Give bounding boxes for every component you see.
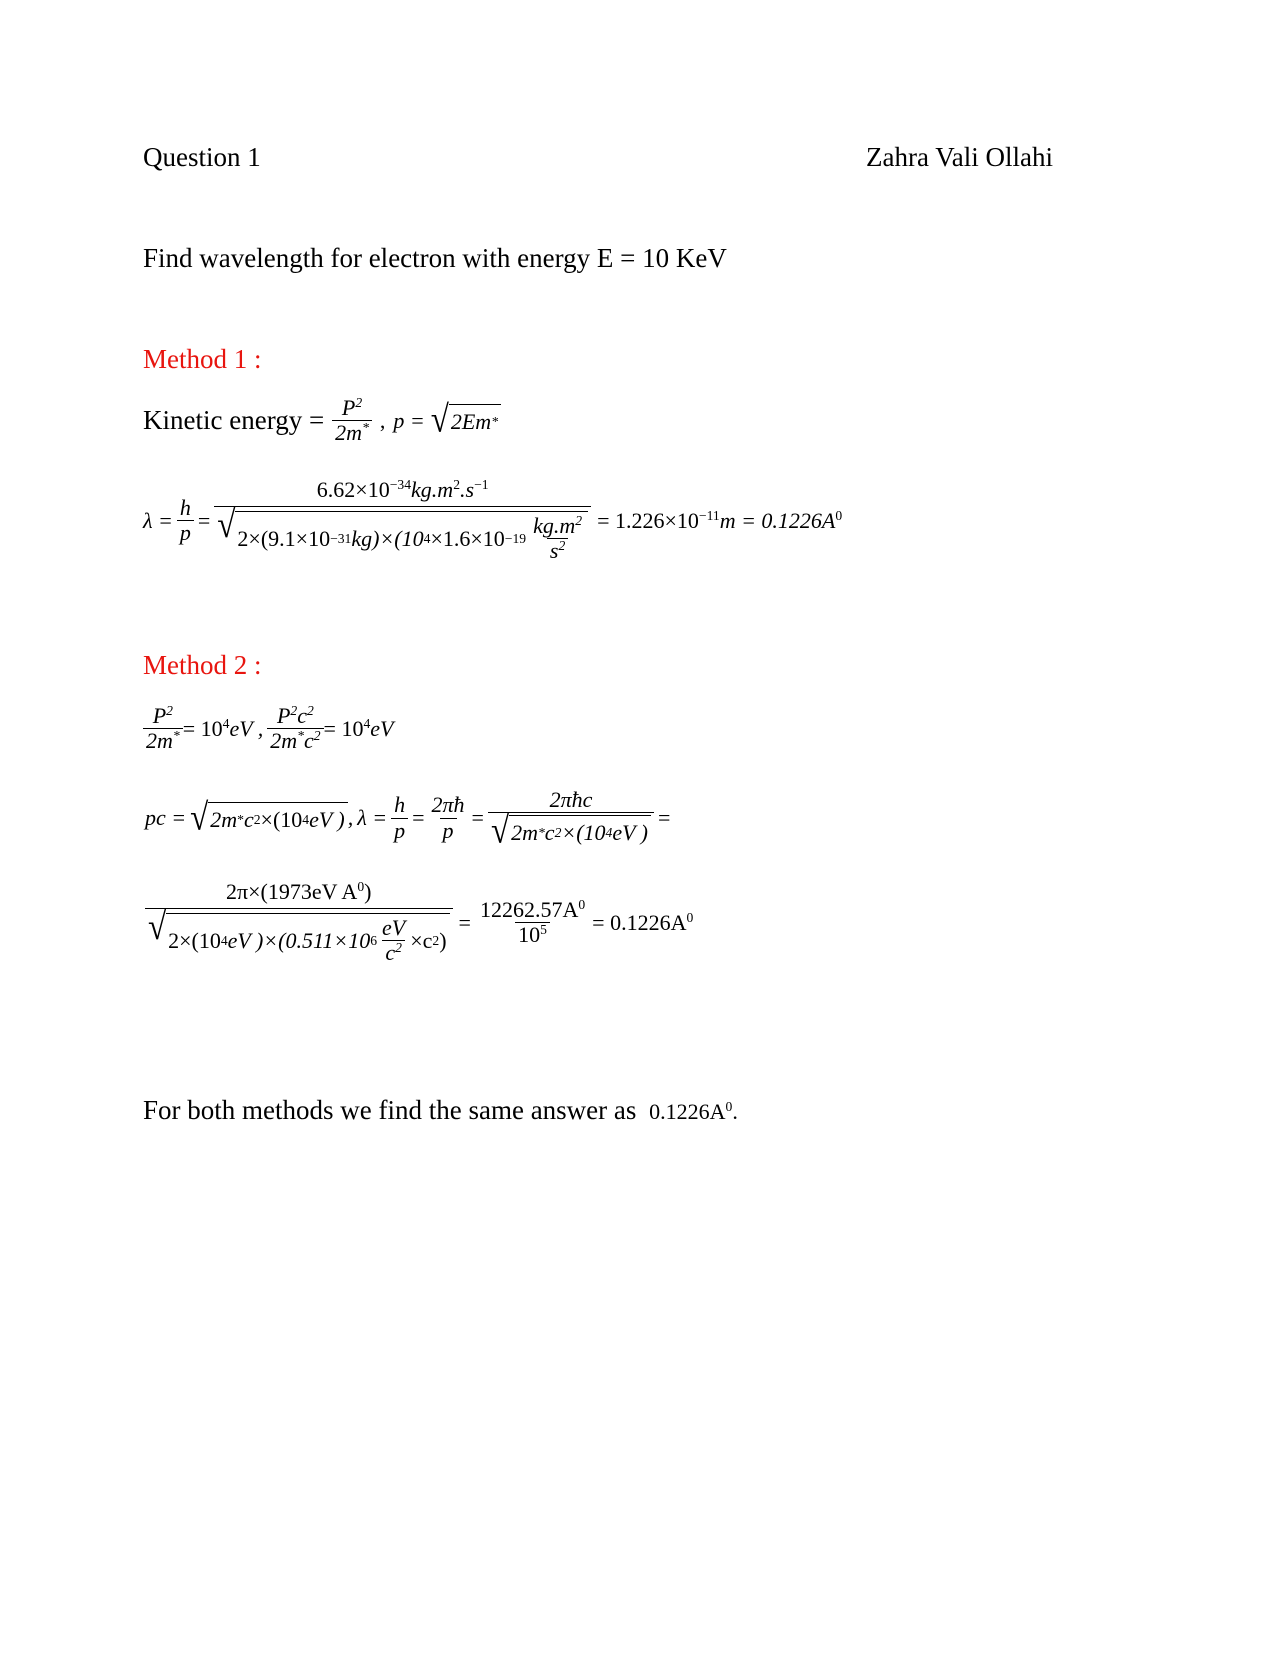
final-result: = 0.1226A: [592, 909, 687, 935]
root-mid: kg)×(10: [351, 525, 424, 551]
p2-over-2m: $\frac{P^2}{2m^*}$: [143, 704, 183, 753]
pc-root-tail: ×(10: [260, 806, 303, 832]
method2-title: Method 2 :: [143, 650, 262, 680]
two-pi-hbar-c: 2πħc: [549, 787, 593, 812]
eq2-unit: eV: [370, 715, 394, 741]
ev-over-c2: $\frac{eV}{c^2}$: [379, 916, 408, 965]
unit-den: s: [549, 538, 559, 564]
h-symbol: h: [179, 495, 191, 521]
final-root-b: eV )×(0.511×10: [227, 927, 371, 953]
2pihbar-over-p: $\frac{2\pi ħ}{p}$: [429, 793, 468, 842]
method1-title: Method 1 :: [143, 344, 262, 374]
p-sqrt: √ 2Em *: [431, 404, 501, 437]
p-root: 2Em: [450, 409, 492, 435]
conclusion-sup: 0: [725, 1098, 733, 1114]
eq1-rhs: = 10: [182, 715, 223, 741]
big-fraction: $6.62\times 10^{-34}kg.m^2.s^{-1}$ √ 2×(9.1×10 −31 kg)×(10 4 ×1.6×10 −19 $\frac{kg.m^2}{s^2}$: [214, 478, 591, 564]
conclusion: [143, 1095, 738, 1126]
two-pi-hbar: 2πħ: [431, 792, 465, 818]
lambda-label-2: λ =: [357, 805, 388, 831]
conclusion-end: .: [732, 1099, 738, 1124]
author-name: Zahra Vali Ollahi: [866, 142, 1053, 172]
big-num: 6.62×10: [316, 477, 390, 502]
ke-den: 2m: [335, 420, 363, 446]
mid-den-exp: 5: [540, 922, 547, 938]
conclusion-value: 0.1226A: [649, 1099, 726, 1124]
method2-eq1: $\frac{P^2}{2m^*}$ = $10^4eV$ , $\frac{P^2c^2}{2m^*c^2}$ = $10^4eV$: [143, 704, 393, 753]
lambda-equation-1: λ = $\frac{h}{p}$ = $6.62\times 10^{-34}kg.m^2.s^{-1}$ √ 2×(9.1×10 −31 kg)×(10 4 ×1.6×10 −19 $\frac{kg.m^2}{s^2}$ = $1.226\times 10^{-11}m = 0.1226A^0$: [143, 476, 843, 564]
lambda-label: λ =: [143, 507, 173, 533]
kinetic-label: Kinetic energy =: [143, 405, 325, 436]
p-eq-label: p =: [393, 407, 425, 433]
c2-den: c: [385, 940, 396, 966]
result-exp: −11: [698, 507, 720, 523]
final-root-a: 2×(10: [168, 927, 221, 953]
p2c2-over-2mc2: $\frac{P^2c^2}{2m^*c^2}$: [267, 704, 323, 753]
final-big-fraction: 2π×(1973eV $A^0$) √ 2×(10 4 eV )×(0.511×10 6 $\frac{eV}{c^2}$ ×c 2 ): [145, 880, 453, 966]
result-tail: m = 0.1226A: [719, 507, 836, 533]
h-over-p-2: $\frac{h}{p}$: [391, 793, 408, 842]
h-over-p: [177, 496, 194, 545]
unit-num: kg.m: [533, 513, 576, 539]
ev-num: eV: [382, 915, 406, 941]
final-root-c: ×c: [410, 927, 433, 953]
method2-pc-equation: pc = √ 2m * c 2 ×(10 4 eV ) , λ = $\frac{h}{p}$ = $\frac{2\pi ħ}{p}$ = 2πħc √ 2m * c 2 ×(10 4 eV ) =: [145, 787, 671, 852]
angstrom-sup-1: 0: [835, 507, 843, 523]
unit-fraction: $\frac{kg.m^2}{s^2}$: [533, 513, 583, 564]
eq1-unit: eV ,: [229, 715, 264, 741]
conclusion-text: For both methods we find the same answer as: [143, 1095, 637, 1125]
root-mid2: ×1.6×10: [430, 525, 505, 551]
2pihbarc-fraction: 2πħc √ 2m * c 2 ×(10 4 eV ): [488, 788, 654, 848]
ke-fraction: $\frac{P^2}{2m^*}$: [332, 396, 372, 445]
root-a: 2×(9.1×10: [237, 525, 331, 551]
kinetic-energy-equation: Kinetic energy = $\frac{P^2}{2m^*}$ , p = √ 2Em *: [143, 396, 501, 445]
final-num: 2π×(1973eV A: [226, 879, 358, 904]
pc-root: 2m: [210, 806, 238, 832]
eq2-rhs: = 10: [323, 715, 364, 741]
ke-num: P: [341, 395, 356, 420]
mid-num: 12262.57A: [479, 897, 579, 923]
method2-final-equation: 2π×(1973eV $A^0$) √ 2×(10 4 eV )×(0.511×10 6 $\frac{eV}{c^2}$ ×c 2 ) = $\frac{12262.57A^0}{10^5}$ = $0.1226A^0$: [145, 880, 693, 966]
pc-lhs: pc =: [145, 805, 187, 831]
mid-fraction: $\frac{12262.57A^0}{10^5}$: [479, 896, 586, 948]
pc-sqrt: √ 2m * c 2 ×(10 4 eV ): [190, 802, 348, 835]
p-symbol: p: [177, 520, 194, 545]
big-sqrt: √ 2×(9.1×10 −31 kg)×(10 4 ×1.6×10 −19 $\frac{kg.m^2}{s^2}$: [217, 511, 588, 563]
big-num-exp: −34: [389, 476, 412, 492]
problem-statement: Find wavelength for electron with energy E = 10 KeV: [143, 243, 727, 273]
result-1: = 1.226×10: [597, 507, 699, 533]
mid-den: 10: [518, 922, 541, 948]
question-heading: Question 1: [143, 142, 261, 172]
big-num-units: kg.m: [411, 477, 454, 502]
